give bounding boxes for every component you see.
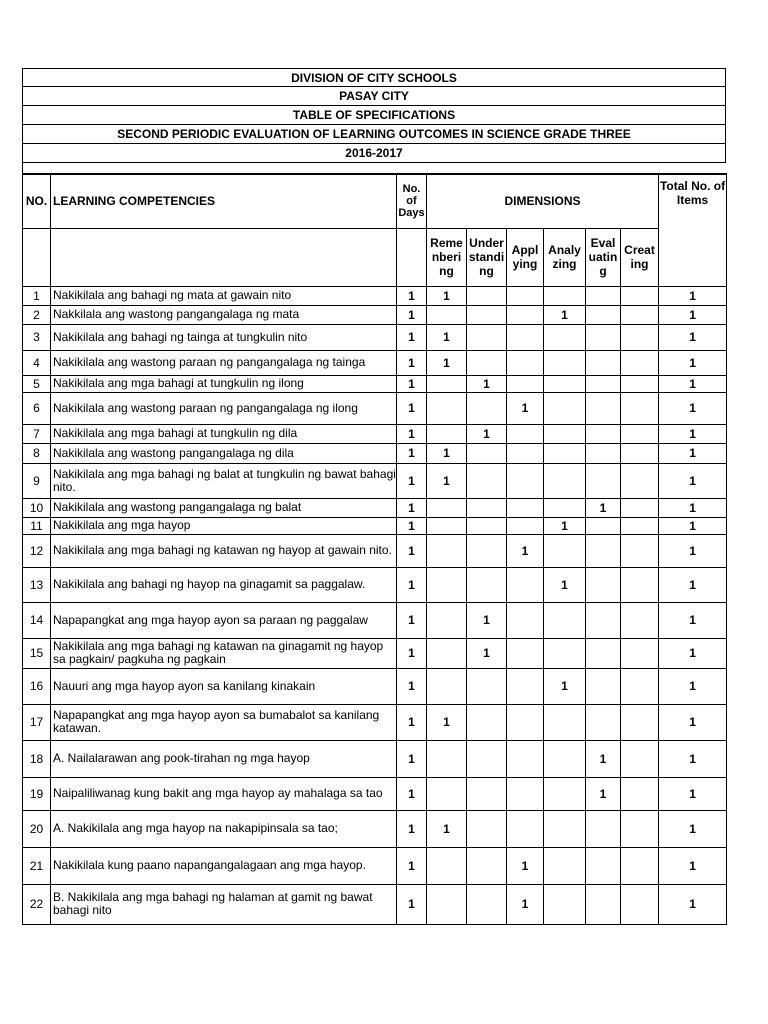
cell-total: 1: [659, 602, 727, 638]
header-evaluation: SECOND PERIODIC EVALUATION OF LEARNING OUTCOMES IN SCIENCE GRADE THREE: [22, 125, 726, 144]
cell-total: 1: [659, 517, 727, 534]
table-body: [23, 286, 727, 924]
cell-competency: Nakikilala ang wastong pangangalaga ng dila: [51, 443, 397, 463]
cell-understanding: [467, 286, 507, 305]
cell-analyzing: [544, 884, 586, 924]
cell-applying: [507, 498, 544, 517]
cell-applying: [507, 424, 544, 443]
col-analyzing-header: Analy zing: [544, 228, 586, 286]
cell-understanding: [467, 777, 507, 810]
cell-analyzing: [544, 638, 586, 668]
cell-remembering: [427, 602, 467, 638]
cell-creating: [621, 286, 659, 305]
cell-evaluating: [586, 443, 621, 463]
cell-remembering: [427, 424, 467, 443]
cell-evaluating: [586, 517, 621, 534]
cell-remembering: 1: [427, 350, 467, 375]
cell-creating: [621, 847, 659, 884]
cell-creating: [621, 392, 659, 424]
cell-remembering: [427, 740, 467, 777]
cell-row-number: 11: [23, 517, 51, 534]
cell-row-number: 1: [23, 286, 51, 305]
cell-analyzing: 1: [544, 517, 586, 534]
cell-creating: [621, 567, 659, 602]
cell-competency: Napapangkat ang mga hayop ayon sa bumabalot sa kanilang katawan.: [51, 704, 397, 740]
cell-days: 1: [397, 424, 427, 443]
table-row: [23, 324, 727, 350]
cell-row-number: 15: [23, 638, 51, 668]
cell-total: 1: [659, 424, 727, 443]
cell-evaluating: 1: [586, 498, 621, 517]
cell-total: 1: [659, 740, 727, 777]
header-city: PASAY CITY: [22, 87, 726, 106]
table-row: [23, 392, 727, 424]
col-remembering-header: Reme nberi ng: [427, 228, 467, 286]
cell-evaluating: [586, 324, 621, 350]
cell-creating: [621, 668, 659, 704]
cell-analyzing: 1: [544, 567, 586, 602]
cell-evaluating: [586, 602, 621, 638]
cell-applying: [507, 375, 544, 392]
cell-applying: 1: [507, 847, 544, 884]
cell-creating: [621, 324, 659, 350]
header-division: DIVISION OF CITY SCHOOLS: [22, 68, 726, 87]
cell-remembering: 1: [427, 324, 467, 350]
cell-remembering: [427, 884, 467, 924]
cell-row-number: 17: [23, 704, 51, 740]
cell-evaluating: [586, 463, 621, 498]
cell-creating: [621, 443, 659, 463]
cell-competency: Nakikilala ang wastong paraan ng pangangalaga ng tainga: [51, 350, 397, 375]
spacer: [22, 163, 726, 173]
table-row: [23, 704, 727, 740]
cell-creating: [621, 517, 659, 534]
cell-applying: [507, 567, 544, 602]
cell-row-number: 9: [23, 463, 51, 498]
cell-applying: [507, 668, 544, 704]
cell-evaluating: [586, 810, 621, 847]
cell-total: 1: [659, 375, 727, 392]
cell-evaluating: [586, 638, 621, 668]
col-days-header: No. of Days: [397, 174, 427, 228]
cell-understanding: [467, 884, 507, 924]
cell-days: 1: [397, 305, 427, 324]
cell-applying: [507, 740, 544, 777]
table-row: [23, 567, 727, 602]
cell-understanding: [467, 810, 507, 847]
cell-applying: [507, 324, 544, 350]
cell-total: 1: [659, 810, 727, 847]
cell-creating: [621, 498, 659, 517]
cell-days: 1: [397, 847, 427, 884]
cell-remembering: [427, 638, 467, 668]
cell-competency: Nakikilala kung paano napangangalagaan ang mga hayop.: [51, 847, 397, 884]
cell-total: 1: [659, 463, 727, 498]
cell-evaluating: 1: [586, 777, 621, 810]
cell-row-number: 3: [23, 324, 51, 350]
table-row: [23, 286, 727, 305]
cell-remembering: 1: [427, 463, 467, 498]
cell-remembering: [427, 777, 467, 810]
cell-understanding: 1: [467, 602, 507, 638]
cell-applying: [507, 443, 544, 463]
cell-understanding: [467, 847, 507, 884]
cell-row-number: 4: [23, 350, 51, 375]
cell-analyzing: 1: [544, 668, 586, 704]
cell-days: 1: [397, 638, 427, 668]
subhead-blank-no: [23, 228, 51, 286]
col-dimensions-header: DIMENSIONS: [427, 174, 659, 228]
col-understanding-header: Under standi ng: [467, 228, 507, 286]
cell-competency: Nakikilala ang mga bahagi at tungkulin ng dila: [51, 424, 397, 443]
cell-competency: Nakikilala ang bahagi ng tainga at tungkulin nito: [51, 324, 397, 350]
cell-days: 1: [397, 443, 427, 463]
cell-row-number: 2: [23, 305, 51, 324]
cell-row-number: 10: [23, 498, 51, 517]
cell-days: 1: [397, 324, 427, 350]
cell-creating: [621, 740, 659, 777]
cell-days: 1: [397, 286, 427, 305]
cell-remembering: [427, 847, 467, 884]
cell-remembering: [427, 567, 467, 602]
table-row: [23, 602, 727, 638]
cell-remembering: 1: [427, 810, 467, 847]
cell-understanding: [467, 668, 507, 704]
cell-analyzing: [544, 602, 586, 638]
cell-row-number: 13: [23, 567, 51, 602]
cell-applying: 1: [507, 534, 544, 567]
table-row: [23, 463, 727, 498]
cell-evaluating: [586, 424, 621, 443]
cell-total: 1: [659, 847, 727, 884]
cell-analyzing: [544, 375, 586, 392]
cell-understanding: [467, 567, 507, 602]
cell-competency: Nakkilala ang wastong pangangalaga ng mata: [51, 305, 397, 324]
cell-analyzing: [544, 324, 586, 350]
cell-evaluating: [586, 847, 621, 884]
cell-remembering: 1: [427, 286, 467, 305]
cell-days: 1: [397, 375, 427, 392]
cell-creating: [621, 305, 659, 324]
cell-evaluating: [586, 350, 621, 375]
cell-applying: [507, 305, 544, 324]
cell-total: 1: [659, 324, 727, 350]
cell-applying: [507, 286, 544, 305]
cell-creating: [621, 884, 659, 924]
cell-evaluating: 1: [586, 740, 621, 777]
cell-remembering: [427, 517, 467, 534]
cell-row-number: 12: [23, 534, 51, 567]
cell-applying: [507, 704, 544, 740]
cell-understanding: [467, 498, 507, 517]
cell-understanding: [467, 324, 507, 350]
cell-competency: Nakikilala ang wastong pangangalaga ng balat: [51, 498, 397, 517]
cell-days: 1: [397, 567, 427, 602]
cell-analyzing: [544, 463, 586, 498]
cell-total: 1: [659, 884, 727, 924]
table-row: [23, 305, 727, 324]
cell-remembering: [427, 668, 467, 704]
subhead-blank-comp: [51, 228, 397, 286]
cell-competency: A. Nakikilala ang mga hayop na nakapipinsala sa tao;: [51, 810, 397, 847]
cell-days: 1: [397, 602, 427, 638]
cell-creating: [621, 350, 659, 375]
cell-row-number: 20: [23, 810, 51, 847]
cell-evaluating: [586, 704, 621, 740]
cell-understanding: [467, 704, 507, 740]
spreadsheet: [22, 68, 726, 925]
cell-row-number: 18: [23, 740, 51, 777]
cell-row-number: 6: [23, 392, 51, 424]
cell-days: 1: [397, 777, 427, 810]
cell-days: 1: [397, 463, 427, 498]
cell-remembering: 1: [427, 443, 467, 463]
cell-analyzing: [544, 810, 586, 847]
cell-row-number: 21: [23, 847, 51, 884]
cell-understanding: 1: [467, 638, 507, 668]
cell-analyzing: [544, 392, 586, 424]
cell-remembering: [427, 305, 467, 324]
cell-applying: [507, 777, 544, 810]
cell-understanding: 1: [467, 375, 507, 392]
cell-understanding: [467, 392, 507, 424]
cell-remembering: [427, 375, 467, 392]
cell-competency: B. Nakikilala ang mga bahagi ng halaman at gamit ng bawat bahagi nito: [51, 884, 397, 924]
cell-competency: Nakikilala ang bahagi ng hayop na ginagamit sa paggalaw.: [51, 567, 397, 602]
cell-creating: [621, 704, 659, 740]
cell-days: 1: [397, 668, 427, 704]
cell-applying: 1: [507, 884, 544, 924]
cell-evaluating: [586, 884, 621, 924]
cell-evaluating: [586, 286, 621, 305]
cell-days: 1: [397, 884, 427, 924]
cell-total: 1: [659, 567, 727, 602]
header-school-year: 2016-2017: [22, 144, 726, 163]
cell-analyzing: [544, 847, 586, 884]
cell-competency: Nakikilala ang wastong paraan ng pangangalaga ng ilong: [51, 392, 397, 424]
cell-applying: [507, 350, 544, 375]
cell-analyzing: [544, 777, 586, 810]
table-row: [23, 847, 727, 884]
cell-total: 1: [659, 443, 727, 463]
header-title: TABLE OF SPECIFICATIONS: [22, 106, 726, 125]
cell-understanding: 1: [467, 424, 507, 443]
cell-days: 1: [397, 392, 427, 424]
table-row: [23, 443, 727, 463]
cell-total: 1: [659, 286, 727, 305]
cell-competency: Nakikilala ang mga bahagi at tungkulin ng ilong: [51, 375, 397, 392]
cell-understanding: [467, 740, 507, 777]
cell-days: 1: [397, 517, 427, 534]
cell-total: 1: [659, 305, 727, 324]
cell-days: 1: [397, 498, 427, 517]
cell-row-number: 8: [23, 443, 51, 463]
cell-creating: [621, 810, 659, 847]
cell-evaluating: [586, 567, 621, 602]
cell-analyzing: [544, 534, 586, 567]
col-competencies-header: LEARNING COMPETENCIES: [51, 174, 397, 228]
cell-competency: Naipaliliwanag kung bakit ang mga hayop ay mahalaga sa tao: [51, 777, 397, 810]
cell-competency: Nakikilala ang mga bahagi ng balat at tungkulin ng bawat bahagi nito.: [51, 463, 397, 498]
table-row: [23, 517, 727, 534]
table-row: [23, 534, 727, 567]
table-row: [23, 740, 727, 777]
cell-creating: [621, 375, 659, 392]
col-creating-header: Creat ing: [621, 228, 659, 286]
cell-total: 1: [659, 350, 727, 375]
cell-analyzing: [544, 704, 586, 740]
cell-days: 1: [397, 534, 427, 567]
cell-analyzing: [544, 498, 586, 517]
cell-evaluating: [586, 375, 621, 392]
specification-table: [22, 173, 727, 925]
cell-remembering: 1: [427, 704, 467, 740]
cell-creating: [621, 602, 659, 638]
cell-understanding: [467, 463, 507, 498]
cell-evaluating: [586, 534, 621, 567]
cell-competency: Nauuri ang mga hayop ayon sa kanilang kinakain: [51, 668, 397, 704]
cell-creating: [621, 534, 659, 567]
cell-competency: Nakikilala ang bahagi ng mata at gawain nito: [51, 286, 397, 305]
cell-remembering: [427, 534, 467, 567]
cell-total: 1: [659, 704, 727, 740]
cell-evaluating: [586, 305, 621, 324]
table-row: [23, 884, 727, 924]
cell-understanding: [467, 517, 507, 534]
cell-remembering: [427, 498, 467, 517]
cell-competency: Napapangkat ang mga hayop ayon sa paraan ng paggalaw: [51, 602, 397, 638]
cell-applying: [507, 810, 544, 847]
cell-understanding: [467, 350, 507, 375]
cell-creating: [621, 638, 659, 668]
cell-applying: 1: [507, 392, 544, 424]
cell-creating: [621, 424, 659, 443]
cell-applying: [507, 463, 544, 498]
cell-evaluating: [586, 668, 621, 704]
cell-creating: [621, 777, 659, 810]
cell-row-number: 5: [23, 375, 51, 392]
table-row: [23, 668, 727, 704]
cell-days: 1: [397, 810, 427, 847]
cell-row-number: 19: [23, 777, 51, 810]
cell-evaluating: [586, 392, 621, 424]
cell-days: 1: [397, 704, 427, 740]
cell-analyzing: [544, 350, 586, 375]
cell-days: 1: [397, 740, 427, 777]
cell-understanding: [467, 305, 507, 324]
cell-remembering: [427, 392, 467, 424]
table-row: [23, 350, 727, 375]
cell-total: 1: [659, 638, 727, 668]
table-row: [23, 638, 727, 668]
cell-row-number: 16: [23, 668, 51, 704]
cell-total: 1: [659, 498, 727, 517]
cell-competency: Nakikilala ang mga bahagi ng katawan ng hayop at gawain nito.: [51, 534, 397, 567]
cell-total: 1: [659, 668, 727, 704]
cell-applying: [507, 517, 544, 534]
table-row: [23, 810, 727, 847]
table-row: [23, 498, 727, 517]
cell-competency: Nakikilala ang mga bahagi ng katawan na ginagamit ng hayop sa pagkain/ pagkuha ng pagkain: [51, 638, 397, 668]
cell-row-number: 22: [23, 884, 51, 924]
cell-analyzing: [544, 443, 586, 463]
table-row: [23, 375, 727, 392]
table-row: [23, 777, 727, 810]
cell-row-number: 7: [23, 424, 51, 443]
cell-understanding: [467, 534, 507, 567]
cell-creating: [621, 463, 659, 498]
cell-competency: A. Nailalarawan ang pook-tirahan ng mga hayop: [51, 740, 397, 777]
cell-competency: Nakikilala ang mga hayop: [51, 517, 397, 534]
col-no-header: NO.: [23, 174, 51, 228]
cell-days: 1: [397, 350, 427, 375]
cell-applying: [507, 638, 544, 668]
col-applying-header: Appl ying: [507, 228, 544, 286]
cell-analyzing: 1: [544, 305, 586, 324]
cell-applying: [507, 602, 544, 638]
cell-analyzing: [544, 286, 586, 305]
cell-analyzing: [544, 424, 586, 443]
cell-understanding: [467, 443, 507, 463]
cell-total: 1: [659, 777, 727, 810]
cell-row-number: 14: [23, 602, 51, 638]
cell-total: 1: [659, 534, 727, 567]
cell-total: 1: [659, 392, 727, 424]
col-total-header: Total No. of Items: [659, 174, 727, 286]
col-evaluating-header: Eval uatin g: [586, 228, 621, 286]
cell-analyzing: [544, 740, 586, 777]
table-row: [23, 424, 727, 443]
subhead-blank-days: [397, 228, 427, 286]
